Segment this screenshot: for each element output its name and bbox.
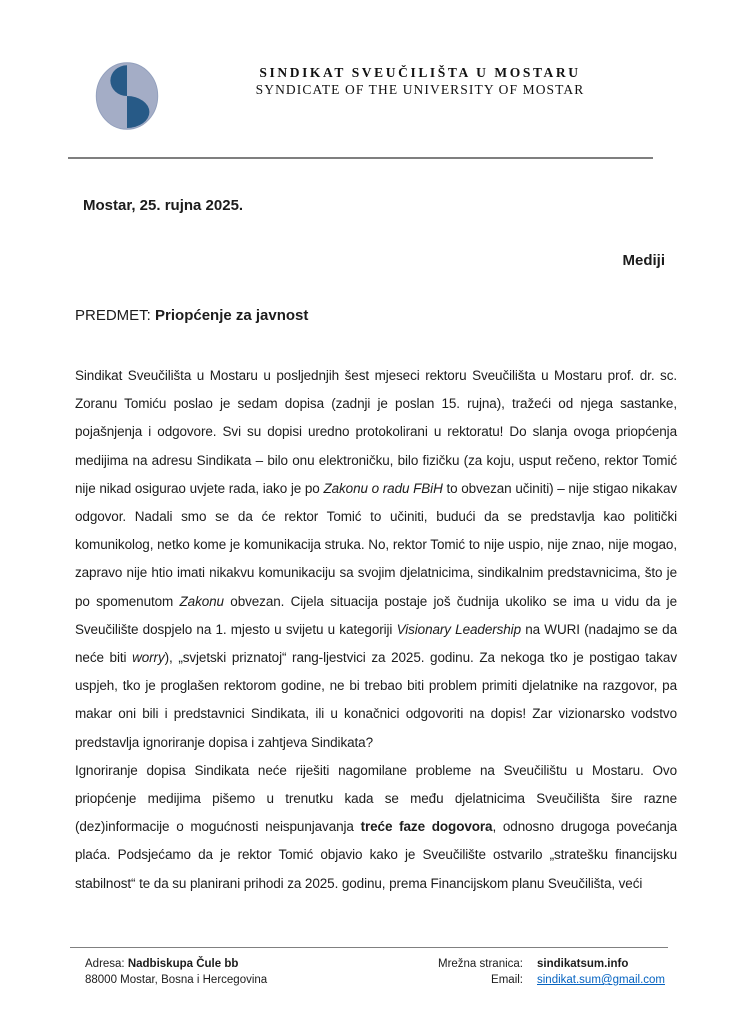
body-paragraph — [75, 362, 677, 757]
email-link[interactable]: sindikat.sum@gmail.com — [537, 974, 665, 986]
subject-value: Priopćenje za javnost — [155, 307, 309, 324]
body-paragraph — [75, 757, 677, 898]
letter-body — [75, 362, 677, 898]
text-segment-italic: Zakonu — [179, 593, 224, 609]
org-name-croatian: SINDIKAT SVEUČILIŠTA U MOSTARU — [259, 65, 581, 80]
footer-address-block — [85, 956, 267, 988]
text-segment-normal: na WURI (nadajmo se da neće biti — [75, 621, 677, 666]
text-segment-italic: Zakonu o radu FBiH — [323, 480, 443, 496]
address-label: Adresa: — [85, 958, 128, 970]
text-segment-italic: worry — [132, 650, 165, 666]
subject-line — [75, 307, 308, 324]
footer-address-line2: 88000 Mostar, Bosna i Hercegovina — [85, 974, 268, 986]
subject-label: PREDMET: — [75, 307, 156, 324]
text-segment-normal: ), „svjetski priznatoj“ rang-ljestvici za 2025. godinu. Za nekoga tko je postigao takav uspjeh, tko je proglašen rektorom godine, ne bi trebao biti problem primiti djelatnike na razgovor, pa makar oni bili i predstavnici Sindikata, ili u konačnici odgovoriti na dopis! Zar vizionarsko vodstvo predstavlja ignoriranje dopisa i zahtjeva Sindikata? — [75, 650, 677, 750]
recipient: Mediji — [622, 252, 665, 269]
header-divider — [68, 157, 653, 159]
text-segment-normal: obvezan. Cijela situacija postaje još čudnija ukoliko se ima u vidu da je Sveučilište dospjelo na 1. mjesto u svijetu u kategoriji — [75, 593, 677, 637]
text-segment-italic: Visionary Leadership — [396, 621, 521, 637]
text-segment-bold: treće faze dogovora — [360, 819, 493, 835]
footer-divider — [70, 947, 668, 948]
footer-contact-block — [405, 956, 667, 988]
website-label: Mrežna stranica: — [437, 958, 523, 970]
text-segment-normal: to obvezan učiniti) – nije stigao nikakav odgovor. Nadali smo se da će rektor Tomić to učiniti, budući da se predstavlja kao politički komunikolog, netko kome je komunikacija struka. No, rektor Tomić to nije uspio, nije znao, nije mogao, zapravo nije htio imati nikakvu komunikaciju sa svojim djelatnicima, sindikalnim predstavnicima, što je po spomenutom — [75, 480, 677, 609]
syndicate-logo-icon — [95, 52, 159, 140]
address-value: Nadbiskupa Čule bb — [127, 958, 239, 970]
footer-address-line1 — [85, 956, 267, 972]
dateline: Mostar, 25. rujna 2025. — [83, 197, 244, 214]
text-segment-normal: , odnosno drugoga povećanja plaća. Podsjećamo da je rektor Tomić objavio kako je Sveučilište ostvarilo „stratešku financijsku stabilnost“ te da su planirani prihodi za 2025. godinu, prema Financijskom planu Sveučilišta, veći — [75, 819, 677, 891]
letterhead — [250, 64, 590, 98]
email-label: Email: — [491, 974, 523, 986]
text-segment-normal: Sindikat Sveučilišta u Mostaru u posljednjih šest mjeseci rektoru Sveučilišta u Mostaru prof. dr. sc. Zoranu Tomiću poslao je sedam dopisa (zadnji je poslan 15. rujna), tražeći od njega sastanke, pojašnjenja i odgovore. Svi su dopisi uredno protokolirani u rektoratu! Do slanja ovoga priopćenja medijima na adresu Sindikata – bilo onu elektroničku, bilo fizičku (za koju, usput rečeno, rektor Tomić nije nikad osigurao uvjete rada, iako je po — [75, 368, 677, 496]
text-segment-normal: Ignoriranje dopisa Sindikata neće riješiti nagomilane probleme na Sveučilištu u Mostaru. Ovo priopćenje medijima pišemo u trenutku kada se među djelatnicima Sveučilišta šire razne (dez)informacije o mogućnosti neispunjavanja — [75, 762, 677, 835]
org-name-english: SYNDICATE OF THE UNIVERSITY OF MOSTAR — [255, 82, 585, 97]
website-value: sindikatsum.info — [537, 958, 629, 970]
